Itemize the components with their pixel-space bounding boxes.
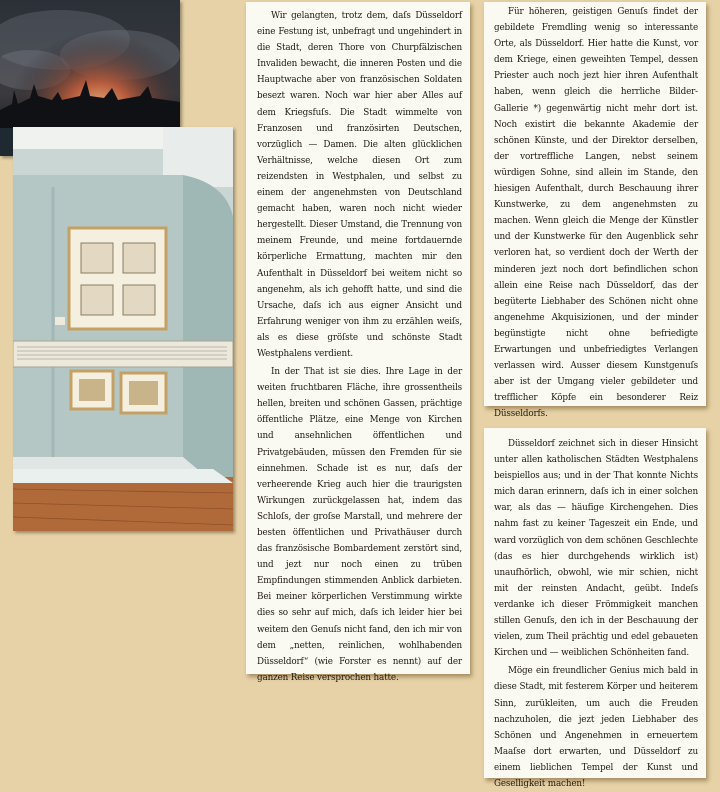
book-page-right-top [484, 2, 706, 420]
paragraph: Wir gelangten, trotz dem, daſs Düsseldorf eine Festung ist, unbefragt und ungehindert in die Stadt, deren Thore von Churpfälzischen Invaliden bewacht, die inneren Posten und die Hauptwache aber von französischen Soldaten besezt waren. Noch war hier aber Alles auf dem Kriegsfuſs. Die Stadt wimmelte von Franzosen und französirten Deutschen, vorzüglich — Damen. Die alten glücklichen Verhältnisse, welche diesen Ort zum reizendsten in Westphalen, und selbst zu einem der angenehmsten von Deutschland gemacht haben, waren noch nicht wieder hergestellt. Dieser Umstand, die Trennung von meinem Freunde, und meine fortdauernde körperliche Ermattung, machten mir den Aufenthalt in Düsseldorf bei weitem nicht so angenehm, als ich gehofft hatte, und sind die Ursache, daſs ich aus eigner Ansicht und Erfahrung weniger von ihm zu erzählen weiſs, als es diese gröſste und schönste Stadt Westphalens verdient. [257, 11, 462, 359]
paragraph: Möge ein freundlicher Genius mich bald in diese Stadt, mit festerem Körper und heiterem Sinn, zurükleiten, um auch die Freuden nachzuholen, die jezt jeden Liebhaber des Schönen und Angenehmen in erneuertem Maaſse dort erwarten, und Düsseldorf zu einem lieblichen Tempel der Kunst und Geselligkeit machen! [494, 666, 698, 789]
museum-room-image [13, 127, 233, 531]
museum-room-photo [13, 127, 233, 531]
paragraph: Düsseldorf zeichnet sich in dieser Hinsicht unter allen katholischen Städten Westphalens beispiellos aus; und in der That konnte Nichts mich daran erinnern, daſs ich in einer solchen war, als das — häufige Kirchengehen. Dies nahm fast zu keiner Tageszeit ein Ende, und ward vorzüglich von dem schönen Geschlechte (das es hier durchgehends wirklich ist) unaufhörlich, obwohl, wie mir schien, nicht mit der reinsten Andacht, geübt. Indeſs verdanke ich dieser Frömmigkeit manchen stillen Genuſs, den ich in der Beschauung der vielen, zum Theil prächtig und edel gebaueten Kirchen und — weiblichen Schönheiten fand. [494, 439, 698, 659]
book-page-main-column [246, 2, 470, 683]
paragraph: Für höheren, geistigen Genuſs findet der gebildete Fremdling wenig so interessante Orte, als Düsseldorf. Hier hatte die Kunst, vor dem Kriege, einen geweihten Tempel, dessen Priester auch noch jezt hier ihren Aufenthalt haben, wenn gleich die herrliche Bilder-Gallerie *) gegenwärtig nicht mehr dort ist. Noch existirt die bekannte Akademie der schönen Künste, und der Direktor derselben, der vortreffliche Langen, nebst seinem würdigen Sohne, sind allein im Stande, den hiesigen Aufenthalt, durch Beschauung ihrer Kunstwerke, zu dem angenehmsten zu machen. Wenn gleich die Menge der Künstler und der Kunstwerke für den Augenblick sehr verloren hat, so verdient doch der Werth der minderen jezt noch dort befindlichen schon allein eine Reise nach Düsseldorf, das der begüterte Liebhaber des Schönen nicht ohne angenehme Akquisizionen, und der minder begünstigte nicht ohne befriedigte Erwartungen und unbefriedigtes Verlangen verlassen wird. Ausser diesem Kunstgenuſs aber ist der Umgang vieler gebildeter und trefflicher Köpfe ein besonderer Reiz Düsseldorfs. [494, 7, 698, 420]
book-page-right-bottom [484, 428, 706, 789]
paragraph: In der That ist sie dies. Ihre Lage in der weiten fruchtbaren Fläche, ihre grossentheils hellen, breiten und schönen Gassen, prächtige öffentliche Plätze, eine Menge von Kirchen und ansehnlichen öffentlichen und Privatgebäuden, müssen den Fremden für sie einnehmen. Schade ist es nur, daſs der verheerende Krieg auch hier die traurigsten Wirkungen zurückgelassen hat, indem das Schloſs, der groſse Marstall, und mehrere der besten öffentlichen und Privathäuser durch das französische Bombardement zerstört sind, und jezt nur noch einen zu trüben Empfindungen stimmenden Anblick darbieten. Bei meiner körperlichen Verstimmung wirkte dies so sehr auf mich, daſs ich leider hier bei weitem den Genuſs nicht fand, den ich mir von dem „netten, reinlichen, wohlhabenden Düsseldorf“ (wie Forster es nennt) auf der ganzen Reise versprochen hatte. [257, 367, 462, 683]
